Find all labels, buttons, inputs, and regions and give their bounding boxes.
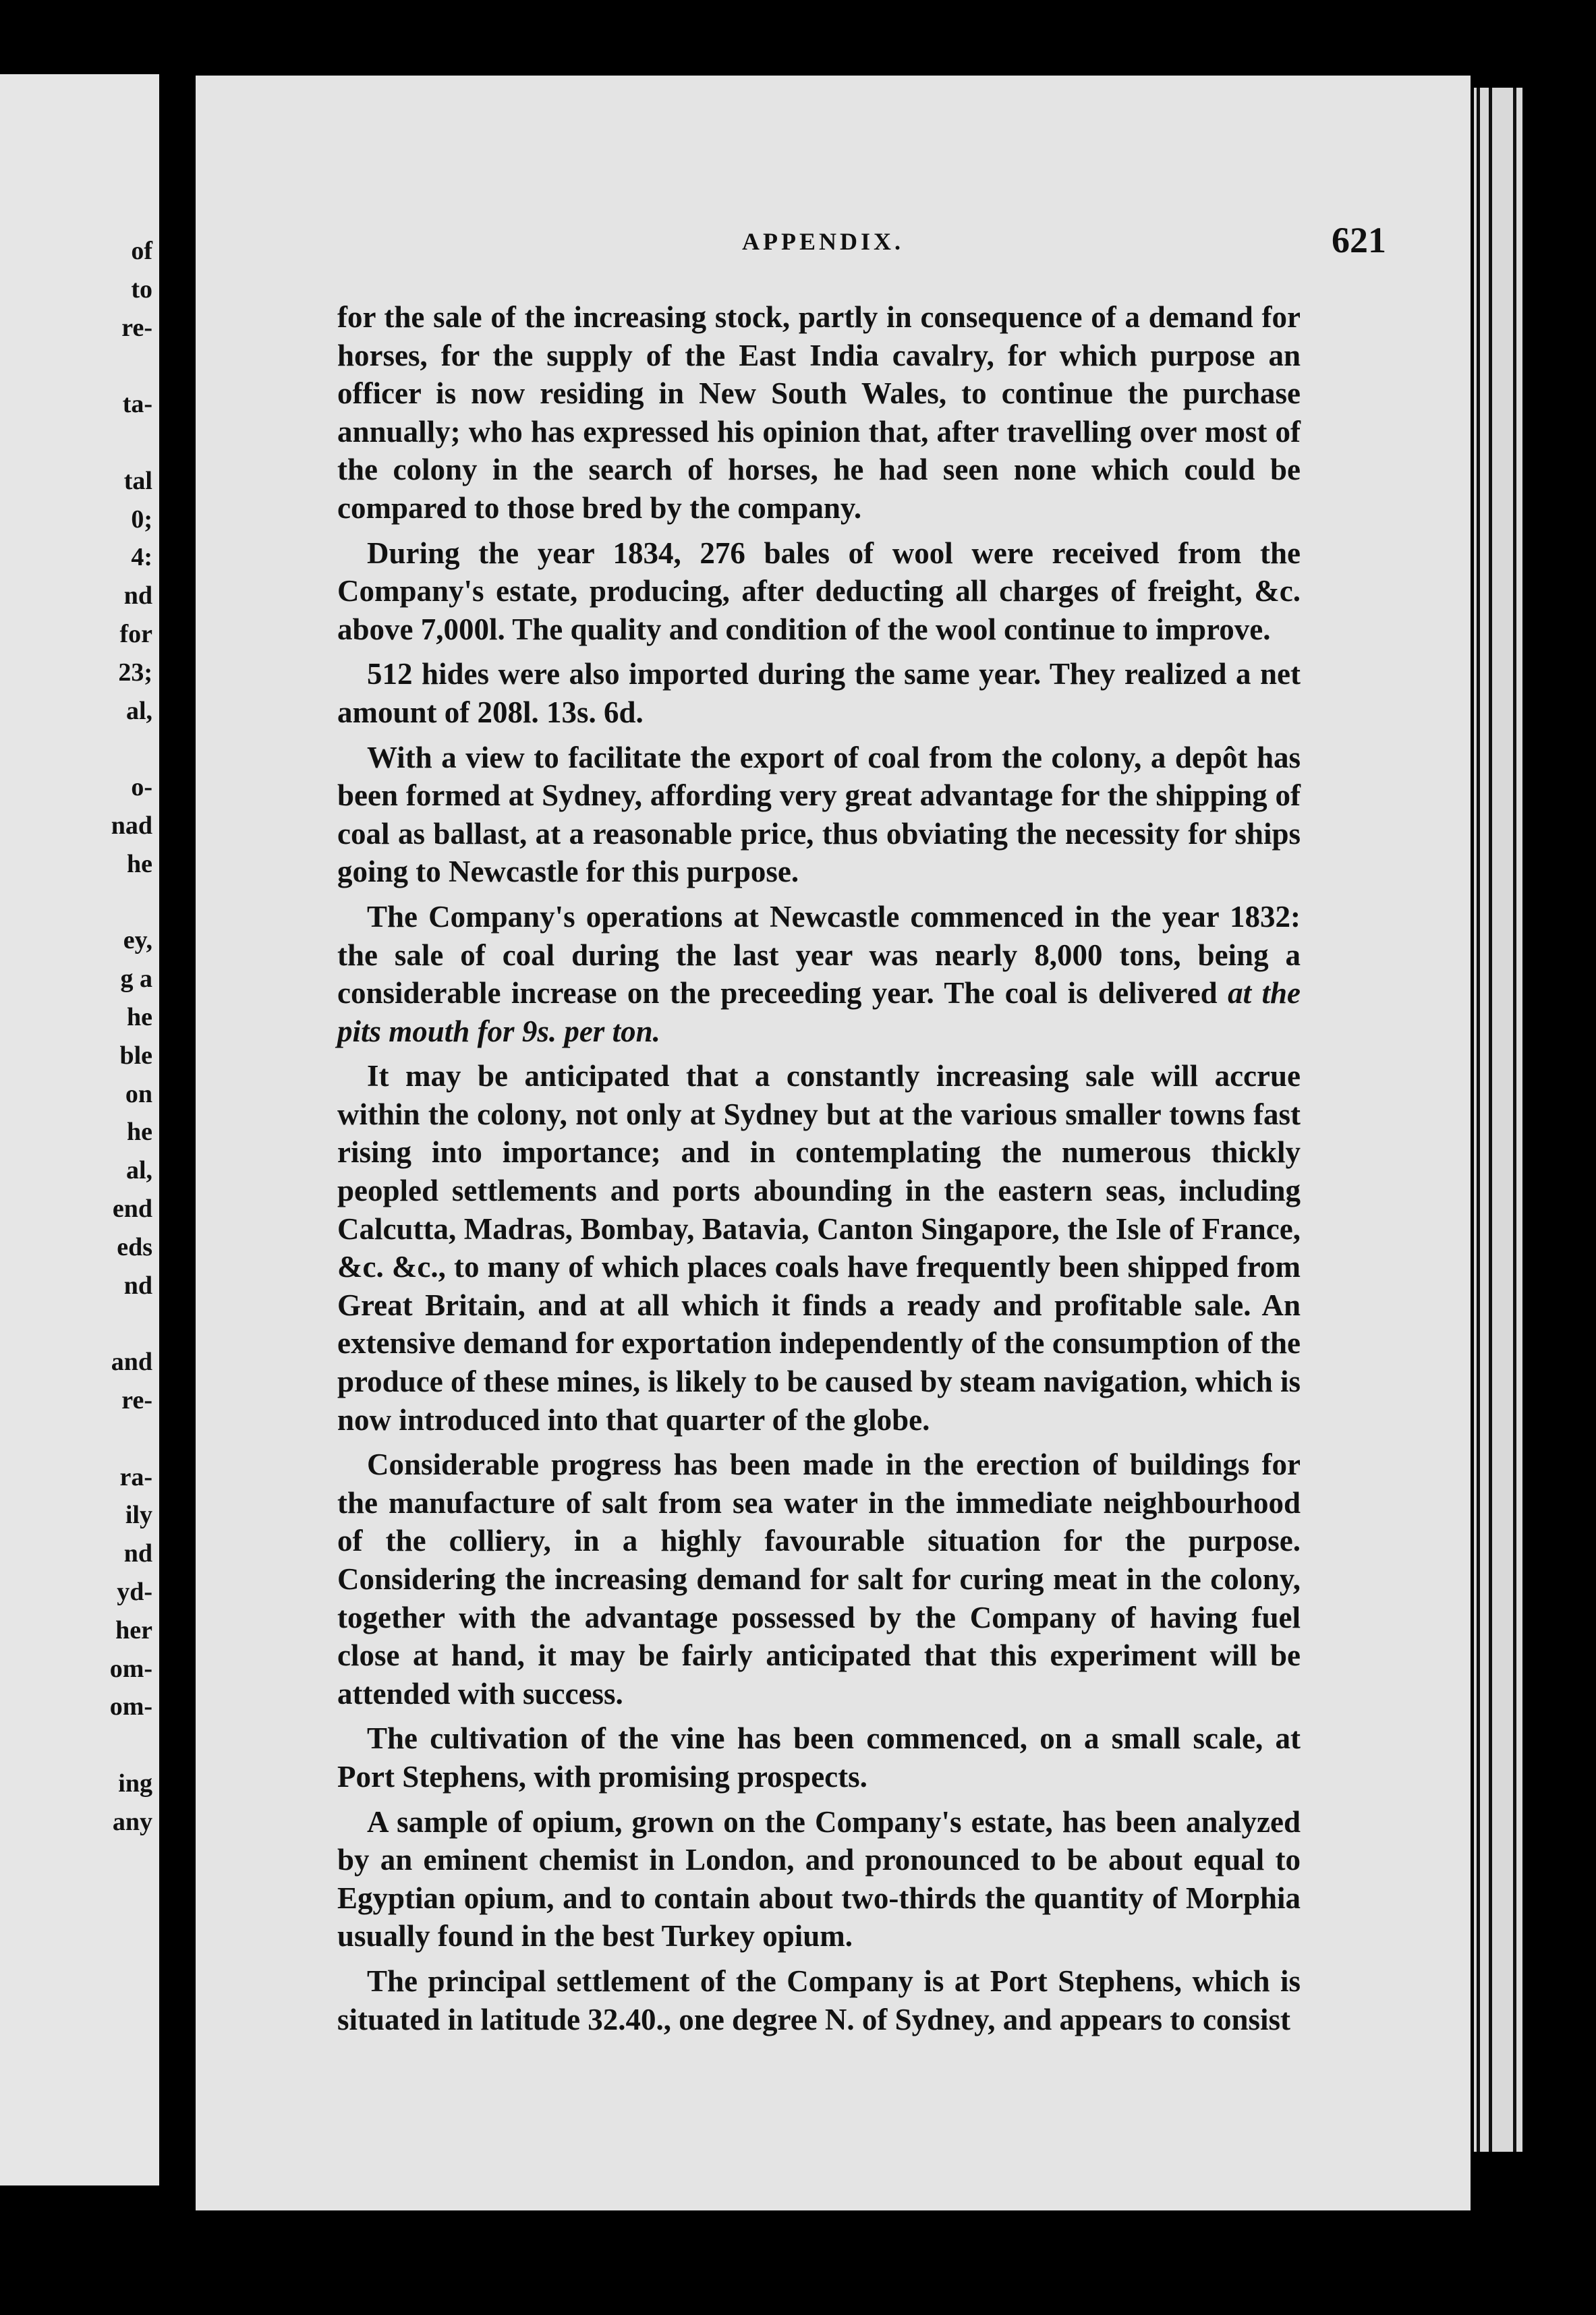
page-stack-edge <box>1474 88 1522 2152</box>
paragraph: Considerable progress has been made in the erection of buildings for the manufacture of salt from sea water in the immediate neighbourhood of the colliery, in a highly favourable situation for the purpose. Considering the increasing demand for salt for curing meat in the colony, together with the advantage possessed by the Company of having fuel close at hand, it may be fairly anticipated that this experiment will be attended with success. <box>337 1448 1301 1711</box>
facing-page-fragment: 23; <box>118 658 152 687</box>
running-head: APPENDIX. <box>742 228 904 255</box>
paragraph-text: The Company's operations at Newcastle commenced in the year 1832: the sale of coal during the last year was nearly 8,000 tons, being a considerable increase on the preceeding year. The coal is delivered <box>337 899 1301 1010</box>
facing-page-fragment: for <box>119 620 152 648</box>
facing-page-fragment: nd <box>123 581 152 610</box>
facing-page-fragment: ta- <box>122 390 152 419</box>
facing-page-fragment: ey, <box>123 926 152 955</box>
facing-page-fragment: al, <box>125 1156 152 1185</box>
paragraph: 512 hides were also imported during the same year. They realized a net amount of 208l. 13s. 6d. <box>337 657 1301 729</box>
facing-page-fragment: ing <box>118 1769 152 1798</box>
facing-page-edge <box>0 74 159 2185</box>
facing-page-fragment: om- <box>109 1654 152 1683</box>
facing-page-fragment: nd <box>123 1271 152 1300</box>
body-text <box>337 298 1301 2045</box>
facing-page-fragment: yd- <box>117 1578 152 1606</box>
book-page <box>196 76 1471 2210</box>
facing-page-fragment: re- <box>121 1386 152 1414</box>
facing-page-fragment: tal <box>123 466 152 495</box>
facing-page-fragment: g a <box>120 965 152 994</box>
facing-page-fragment: he <box>127 849 152 878</box>
paragraph: It may be anticipated that a constantly increasing sale will accrue within the colony, not only at Sydney but at the various smaller towns fast rising into importance; and in contemplating the numerous thickly peopled settlements and ports abounding in the eastern seas, including Calcutta, Madras, Bombay, Batavia, Canton Singapore, the Isle of France, &c. &c., to many of which places coals have frequently been shipped from Great Britain, and at all which it finds a ready and profitable sale. An extensive demand for exportation independently of the consumption of the produce of these mines, is likely to be caused by steam navigation, which is now introduced into that quarter of the globe. <box>337 1059 1301 1437</box>
facing-page-fragment: he <box>127 1118 152 1147</box>
facing-page-fragment: on <box>125 1079 152 1108</box>
facing-page-fragment: al, <box>125 696 152 725</box>
facing-page-fragment: of <box>131 237 152 265</box>
paragraph: During the year 1834, 276 bales of wool were received from the Company's estate, producing, after deducting all charges of freight, &c. above 7,000l. The quality and condition of the wool continue to improve. <box>337 536 1301 646</box>
facing-page-fragment: 0; <box>131 505 152 534</box>
facing-page-fragment: nad <box>111 811 152 840</box>
paragraph: The principal settlement of the Company is at Port Stephens, which is situated in latitude 32.40., one degree N. of Sydney, and appears to consist <box>337 1964 1301 2036</box>
facing-page-fragment: nd <box>123 1539 152 1568</box>
facing-page-fragment: he <box>127 1003 152 1031</box>
facing-page-fragment: 4: <box>131 543 152 572</box>
facing-page-fragment: her <box>115 1616 152 1645</box>
page-number: 621 <box>1332 220 1386 260</box>
italic-price-text: at the pits mouth for 9s. per ton. <box>337 976 1301 1048</box>
page-edge-line <box>1477 88 1480 2152</box>
facing-page-fragment: ily <box>125 1501 152 1530</box>
page-edge-line <box>1489 88 1492 2152</box>
paragraph: A sample of opium, grown on the Company's estate, has been analyzed by an eminent chemist in London, and pronounced to be about equal to Egyptian opium, and to contain about two-thirds the quantity of Morphia usually found in the best Turkey opium. <box>337 1804 1301 1953</box>
page-edge-line <box>1513 88 1516 2152</box>
facing-page-fragment: to <box>131 275 152 304</box>
facing-page-fragment: re- <box>121 313 152 342</box>
paragraph: for the sale of the increasing stock, partly in consequence of a demand for horses, for the supply of the East India cavalry, for which purpose an officer is now residing in New South Wales, to continue the purchase annually; who has expressed his opinion that, after travelling over most of the colony in the search of horses, he had seen none which could be compared to those bred by the company. <box>337 300 1301 525</box>
facing-page-fragment: any <box>112 1807 152 1836</box>
facing-page-fragment: and <box>111 1348 152 1377</box>
facing-page-fragment: eds <box>117 1232 152 1261</box>
page-header <box>196 220 1471 268</box>
facing-page-fragment: o- <box>131 773 152 802</box>
paragraph: With a view to facilitate the export of coal from the colony, a depôt has been formed at Sydney, affording very great advantage for the shipping of coal as ballast, at a reasonable price, thus obviating the necessity for ships going to Newcastle for this purpose. <box>337 740 1301 889</box>
facing-page-fragment: om- <box>109 1692 152 1721</box>
facing-page-fragment: end <box>112 1195 152 1223</box>
facing-page-fragment: ra- <box>119 1462 152 1491</box>
paragraph <box>337 898 1301 1050</box>
paragraph: The cultivation of the vine has been commenced, on a small scale, at Port Stephens, with promising prospects. <box>337 1721 1301 1794</box>
facing-page-fragment: ble <box>119 1041 152 1070</box>
